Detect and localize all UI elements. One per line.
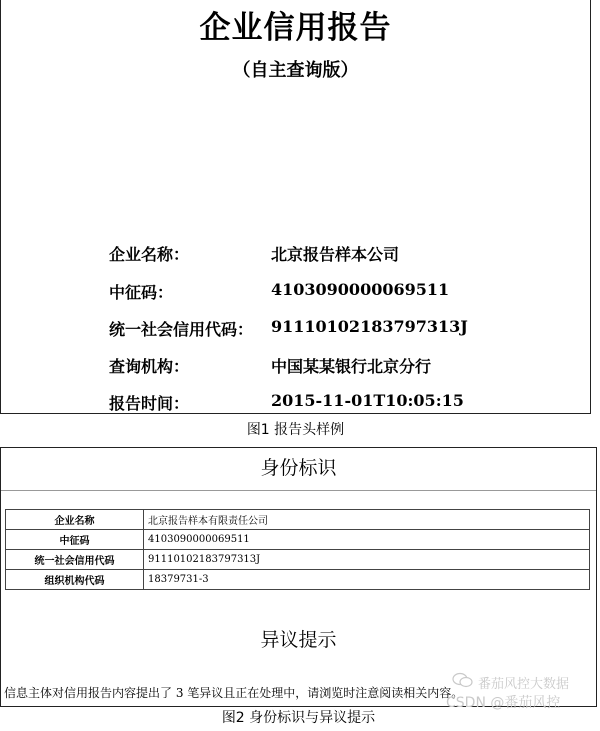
field-value-credit-code: 91110102183797313J xyxy=(271,317,468,336)
field-label-zhongzheng-code: 中征码： xyxy=(109,283,174,302)
watermark-line1: 番茄风控大数据 xyxy=(478,677,570,692)
identity-value-org-code: 18379731-3 xyxy=(144,570,590,590)
watermark-line2: CSDN @番茄风控 xyxy=(446,695,561,711)
field-value-company-name: 北京报告样本公司 xyxy=(271,245,400,264)
identity-value-company-name: 北京报告样本有限责任公司 xyxy=(144,510,590,530)
identity-key-company-name: 企业名称 xyxy=(6,510,144,530)
field-label-report-time: 报告时间： xyxy=(109,394,190,413)
field-label-query-institution: 查询机构： xyxy=(109,357,190,376)
identity-panel xyxy=(0,447,597,707)
table-row xyxy=(6,530,590,550)
field-value-zhongzheng-code: 4103090000069511 xyxy=(271,280,450,299)
objection-notice-text: 信息主体对信用报告内容提出了 3 笔异议且正在处理中，请浏览时注意阅读相关内容。 xyxy=(4,686,464,700)
table-row xyxy=(6,550,590,570)
field-label-company-name: 企业名称： xyxy=(109,245,190,264)
identity-key-zhongzheng-code: 中征码 xyxy=(6,530,144,550)
figure2-caption: 图2 身份标识与异议提示 xyxy=(221,710,376,726)
table-row xyxy=(6,570,590,590)
field-value-query-institution: 中国某某银行北京分行 xyxy=(271,357,432,376)
field-label-credit-code: 统一社会信用代码： xyxy=(109,320,254,339)
identity-value-zhongzheng-code: 4103090000069511 xyxy=(144,530,590,550)
field-value-report-time: 2015-11-01T10:05:15 xyxy=(271,391,464,410)
identity-key-credit-code: 统一社会信用代码 xyxy=(6,550,144,570)
identity-value-credit-code: 91110102183797313J xyxy=(144,550,590,570)
identity-key-org-code: 组织机构代码 xyxy=(6,570,144,590)
report-title: 企业信用报告 xyxy=(199,10,392,46)
divider xyxy=(1,490,596,491)
identity-section-title: 身份标识 xyxy=(260,457,337,479)
figure1-caption: 图1 报告头样例 xyxy=(246,422,345,438)
identity-table xyxy=(5,509,590,590)
report-subtitle: （自主查询版） xyxy=(232,60,359,81)
table-row xyxy=(6,510,590,530)
objection-section-title: 异议提示 xyxy=(260,629,337,651)
wechat-logo-icon xyxy=(452,672,474,688)
